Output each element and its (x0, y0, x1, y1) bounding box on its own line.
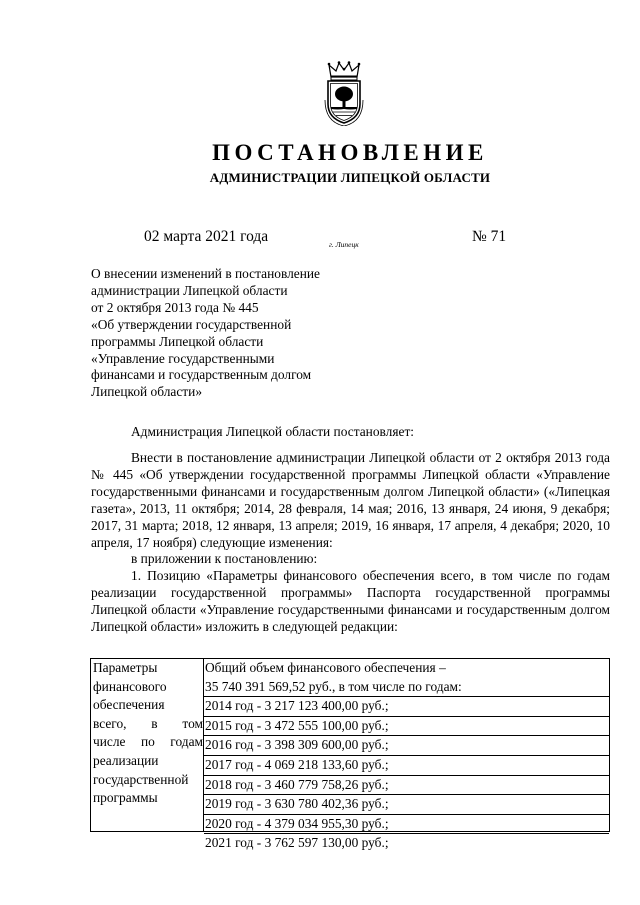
document-title: ПОСТАНОВЛЕНИЕ (212, 140, 488, 165)
label-line: реализации (93, 752, 159, 768)
subject-line: программы Липецкой области (91, 333, 264, 349)
financing-table (90, 658, 610, 851)
label-word: числе (93, 734, 126, 750)
table-row: 2020 год - 4 379 034 955,30 руб.; (204, 815, 609, 835)
label-line: обеспечения (93, 697, 165, 713)
table-row: Общий объем финансового обеспечения – (205, 660, 446, 675)
table-row: 2021 год - 3 762 597 130,00 руб.; (205, 835, 389, 851)
coat-of-arms-icon (322, 60, 366, 126)
label-word: в (151, 715, 158, 731)
subject-line: О внесении изменений в постановление (91, 266, 320, 281)
subject-line: «Об утверждении государственной (91, 316, 292, 332)
label-line: финансового (93, 678, 167, 694)
subject-line: от 2 октября 2013 года № 445 (91, 299, 259, 315)
subject-line: администрации Липецкой области (91, 282, 288, 298)
table-row: 2014 год - 3 217 123 400,00 руб.; (204, 697, 609, 717)
label-word: всего, (93, 715, 127, 731)
table-row: 2015 год - 3 472 555 100,00 руб.; (204, 717, 609, 737)
label-line (93, 715, 203, 734)
preamble: Администрация Липецкой области постановляет: (131, 424, 415, 439)
document-city: г. Липецк (329, 240, 359, 249)
table-value-cell (204, 659, 609, 851)
table-row: 35 740 391 569,52 руб., в том числе по годам: (204, 678, 609, 698)
document-date: 02 марта 2021 года (144, 228, 269, 245)
body-paragraph: 1. Позицию «Параметры финансового обеспечения всего, в том числе по годам реализации государственной программы» Паспорта государственной программы Липецкой области «Управление государственными финансами и государственным долгом Липецкой области» изложить в следующей редакции: (91, 568, 610, 635)
document-number: № 71 (472, 228, 507, 245)
label-line: Параметры (93, 660, 158, 675)
table-row: 2016 год - 3 398 309 600,00 руб.; (204, 736, 609, 756)
table-row: 2019 год - 3 630 780 402,36 руб.; (204, 795, 609, 815)
subject-line: финансами и государственным долгом (91, 367, 312, 383)
body-paragraph: Внести в постановление администрации Липецкой области от 2 октября 2013 года № 445 «Об утверждении государственной программы Липецкой области «Управление государственными финансами и государственным долгом Липецкой области» («Липецкая газета», 2013, 11 октября; 2014, 28 февраля, 14 мая; 2016, 13 января, 24 июня, 9 декабря; 2017, 31 марта; 2018, 12 января, 13 апреля; 2019, 16 января, 17 апреля, 4 декабря; 2020, 10 апреля, 17 ноября) следующие изменения: (91, 450, 610, 550)
subject-line: Липецкой области» (91, 384, 203, 400)
table-label-cell (91, 659, 204, 831)
label-word: том (182, 715, 203, 731)
label-line (93, 733, 203, 752)
label-line: государственной (93, 771, 189, 787)
label-line: программы (93, 790, 158, 806)
label-word: по (140, 734, 155, 750)
body-paragraph: в приложении к постановлению: (131, 551, 318, 567)
table-row: 2018 год - 3 460 779 758,26 руб.; (204, 776, 609, 796)
label-word: годам (170, 734, 203, 750)
document-subject (91, 266, 320, 401)
subject-line: «Управление государственными (91, 350, 275, 366)
table-row: 2017 год - 4 069 218 133,60 руб.; (204, 756, 609, 776)
document-subtitle: АДМИНИСТРАЦИИ ЛИПЕЦКОЙ ОБЛАСТИ (209, 170, 491, 185)
document-body (91, 450, 610, 636)
